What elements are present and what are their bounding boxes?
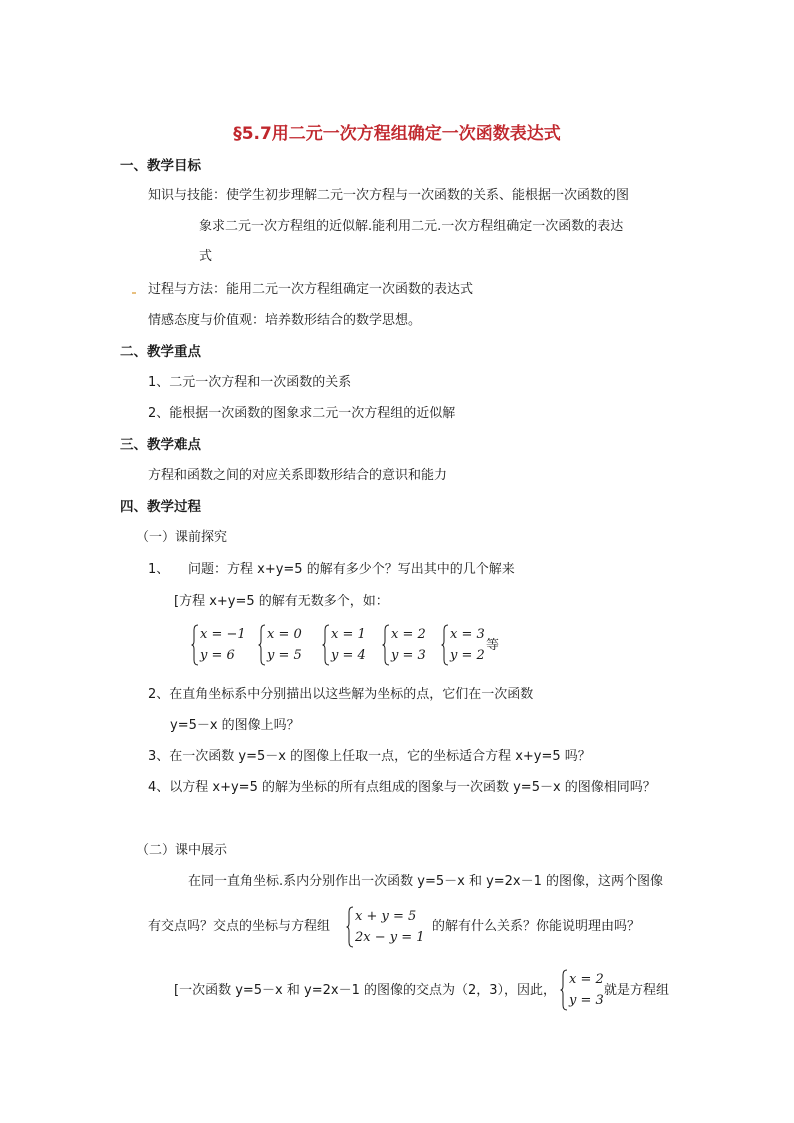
equation-y: y = 3 (391, 648, 426, 663)
brace-icon (346, 906, 354, 948)
goal-attitude: 情感态度与价值观：培养数形结合的数学思想。 (148, 313, 422, 328)
solution-system (322, 624, 377, 666)
brace-icon (191, 624, 199, 666)
brace-icon (382, 624, 390, 666)
part2-paragraph-line-2-end: 的解有什么关系？你能说明理由吗？ (432, 919, 641, 934)
solution-system (258, 624, 313, 666)
equation-x: x = 1 (331, 627, 366, 642)
equation-y: y = 3 (569, 993, 604, 1008)
equation-x: x = 0 (267, 627, 302, 642)
stray-mark (132, 292, 136, 294)
question-4: 4、以方程 x+y=5 的解为坐标的所有点组成的图象与一次函数 y=5－x 的图像相同吗？ (148, 780, 656, 795)
brace-icon (322, 624, 330, 666)
question-2-line-2: y=5－x 的图像上吗？ (170, 718, 300, 733)
equation-x: x = 3 (450, 627, 485, 642)
equation-x: x = 2 (569, 972, 604, 987)
solution-system (382, 624, 437, 666)
section-heading-process: 四、教学过程 (120, 499, 201, 515)
brace-icon (441, 624, 449, 666)
section-heading-key-points: 二、教学重点 (120, 344, 201, 360)
equation-2: 2x − y = 1 (355, 930, 425, 945)
question-1: 问题：方程 x+y=5 的解有多少个？写出其中的几个解来 (188, 562, 515, 577)
key-point-1: 1、二元一次方程和一次函数的关系 (148, 375, 352, 390)
difficulty-text: 方程和函数之间的对应关系即数形结合的意识和能力 (148, 468, 448, 483)
solution-system (191, 624, 251, 666)
part2-paragraph-line-2-start: 有交点吗？交点的坐标与方程组 (148, 919, 331, 934)
etc-label: 等 (486, 638, 500, 653)
brace-icon (258, 624, 266, 666)
equation-x: x = 2 (391, 627, 426, 642)
part2-heading: （二）课中展示 (136, 843, 228, 858)
section-heading-difficulty: 三、教学难点 (120, 437, 201, 453)
part2-paragraph-line-3-end: 就是方程组 (604, 983, 670, 998)
equation-y: y = 6 (200, 648, 235, 663)
equation-y: y = 2 (450, 648, 485, 663)
equation-y: y = 5 (267, 648, 302, 663)
equation-y: y = 4 (331, 648, 366, 663)
goal-knowledge-line-1: 知识与技能：使学生初步理解二元一次方程与一次函数的关系、能根据一次函数的图 (148, 188, 630, 203)
part2-paragraph-line-3-start: [一次函数 y=5－x 和 y=2x－1 的图像的交点为（2，3），因此， (174, 983, 557, 998)
solution-system (560, 969, 605, 1011)
question-2-line-1: 2、在直角坐标系中分别描出以这些解为坐标的点，它们在一次函数 (148, 687, 534, 702)
part2-paragraph-line-1: 在同一直角坐标.系内分别作出一次函数 y=5－x 和 y=2x－1 的图像，这两个图像 (188, 874, 664, 889)
question-3: 3、在一次函数 y=5－x 的图像上任取一点，它的坐标适合方程 x+y=5 吗？ (148, 749, 591, 764)
part1-heading: （一）课前探究 (136, 530, 228, 545)
question-1-number: 1、 (148, 562, 170, 577)
equation-1: x + y = 5 (355, 909, 417, 924)
goal-knowledge-line-3: 式 (199, 249, 213, 264)
goal-process: 过程与方法：能用二元一次方程组确定一次函数的表达式 (148, 282, 474, 297)
section-heading-goals: 一、教学目标 (120, 158, 201, 174)
answer-1-intro: [方程 x+y=5 的解有无数多个，如： (174, 594, 389, 609)
equation-x: x = −1 (200, 627, 246, 642)
equation-system (346, 906, 426, 948)
goal-knowledge-line-2: 象求二元一次方程组的近似解.能利用二元.一次方程组确定一次函数的表达 (199, 219, 624, 234)
page-title: §5.7用二元一次方程组确定一次函数表达式 (233, 124, 561, 144)
brace-icon (560, 969, 568, 1011)
key-point-2: 2、能根据一次函数的图象求二元一次方程组的近似解 (148, 406, 456, 421)
